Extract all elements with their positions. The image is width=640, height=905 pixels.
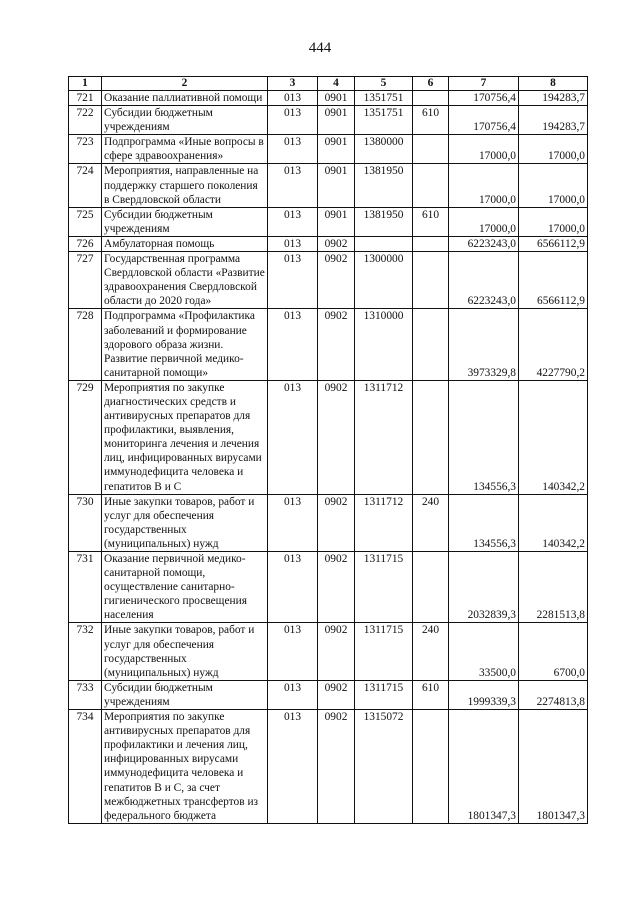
admin-code: 013	[268, 252, 318, 309]
admin-code: 013	[268, 710, 318, 824]
target-article-code: 1315072	[355, 710, 413, 824]
row-number: 729	[69, 380, 102, 494]
section-code: 0902	[318, 309, 355, 380]
row-name: Мероприятия, направленные на поддержку старшего поколения в Свердловской области	[102, 164, 268, 207]
row-number: 734	[69, 710, 102, 824]
column-header: 2	[102, 77, 268, 91]
amount-col-8: 17000,0	[519, 207, 588, 236]
admin-code: 013	[268, 494, 318, 551]
expense-type-code: 610	[413, 680, 449, 709]
column-header: 3	[268, 77, 318, 91]
row-name: Субсидии бюджетным учреждениям	[102, 207, 268, 236]
amount-col-8: 194283,7	[519, 106, 588, 135]
section-code: 0902	[318, 380, 355, 494]
target-article-code: 1300000	[355, 252, 413, 309]
admin-code: 013	[268, 164, 318, 207]
admin-code: 013	[268, 91, 318, 106]
row-name: Субсидии бюджетным учреждениям	[102, 106, 268, 135]
admin-code: 013	[268, 623, 318, 680]
target-article-code: 1311715	[355, 623, 413, 680]
row-number: 731	[69, 552, 102, 623]
section-code: 0902	[318, 710, 355, 824]
amount-col-7: 1801347,3	[449, 710, 519, 824]
table-row	[69, 252, 588, 309]
column-header: 1	[69, 77, 102, 91]
amount-col-8: 140342,2	[519, 380, 588, 494]
column-header: 6	[413, 77, 449, 91]
row-number: 722	[69, 106, 102, 135]
table-row	[69, 207, 588, 236]
amount-col-7: 170756,4	[449, 106, 519, 135]
column-header: 5	[355, 77, 413, 91]
amount-col-8: 194283,7	[519, 91, 588, 106]
amount-col-8: 17000,0	[519, 135, 588, 164]
section-code: 0902	[318, 494, 355, 551]
table-row	[69, 494, 588, 551]
amount-col-8: 140342,2	[519, 494, 588, 551]
table-row	[69, 623, 588, 680]
table-row	[69, 552, 588, 623]
section-code: 0901	[318, 164, 355, 207]
target-article-code: 1311712	[355, 380, 413, 494]
table-row	[69, 680, 588, 709]
expense-type-code	[413, 252, 449, 309]
expense-type-code	[413, 710, 449, 824]
amount-col-8: 6566112,9	[519, 252, 588, 309]
row-name: Оказание паллиативной помощи	[102, 91, 268, 106]
amount-col-7: 2032839,3	[449, 552, 519, 623]
table-row	[69, 236, 588, 251]
admin-code: 013	[268, 552, 318, 623]
target-article-code: 1381950	[355, 207, 413, 236]
section-code: 0902	[318, 236, 355, 251]
expense-type-code	[413, 309, 449, 380]
amount-col-7: 1999339,3	[449, 680, 519, 709]
header-row	[69, 77, 588, 91]
amount-col-7: 3973329,8	[449, 309, 519, 380]
admin-code: 013	[268, 309, 318, 380]
target-article-code: 1311715	[355, 680, 413, 709]
amount-col-7: 6223243,0	[449, 252, 519, 309]
amount-col-8: 1801347,3	[519, 710, 588, 824]
admin-code: 013	[268, 680, 318, 709]
section-code: 0902	[318, 623, 355, 680]
amount-col-8: 4227790,2	[519, 309, 588, 380]
row-name: Иные закупки товаров, работ и услуг для обеспечения государственных (муниципальных) нужд	[102, 623, 268, 680]
table-body	[69, 91, 588, 824]
amount-col-7: 17000,0	[449, 207, 519, 236]
target-article-code	[355, 236, 413, 251]
section-code: 0902	[318, 252, 355, 309]
admin-code: 013	[268, 135, 318, 164]
row-number: 725	[69, 207, 102, 236]
amount-col-8: 6566112,9	[519, 236, 588, 251]
amount-col-7: 134556,3	[449, 494, 519, 551]
amount-col-8: 17000,0	[519, 164, 588, 207]
table-row	[69, 710, 588, 824]
row-name: Подпрограмма «Иные вопросы в сфере здравоохранения»	[102, 135, 268, 164]
amount-col-7: 6223243,0	[449, 236, 519, 251]
section-code: 0901	[318, 106, 355, 135]
target-article-code: 1311712	[355, 494, 413, 551]
target-article-code: 1380000	[355, 135, 413, 164]
table-row	[69, 380, 588, 494]
section-code: 0902	[318, 552, 355, 623]
target-article-code: 1351751	[355, 91, 413, 106]
row-number: 733	[69, 680, 102, 709]
amount-col-7: 170756,4	[449, 91, 519, 106]
target-article-code: 1351751	[355, 106, 413, 135]
expense-type-code	[413, 135, 449, 164]
expense-type-code: 240	[413, 623, 449, 680]
expense-type-code: 610	[413, 106, 449, 135]
expense-type-code: 610	[413, 207, 449, 236]
row-name: Государственная программа Свердловской области «Развитие здравоохранения Свердловской области до 2020 года»	[102, 252, 268, 309]
admin-code: 013	[268, 236, 318, 251]
section-code: 0901	[318, 135, 355, 164]
expense-type-code	[413, 552, 449, 623]
row-number: 724	[69, 164, 102, 207]
row-name: Субсидии бюджетным учреждениям	[102, 680, 268, 709]
target-article-code: 1311715	[355, 552, 413, 623]
target-article-code: 1310000	[355, 309, 413, 380]
row-name: Подпрограмма «Профилактика заболеваний и формирование здорового образа жизни. Развитие первичной медико-санитарной помощи»	[102, 309, 268, 380]
column-header: 7	[449, 77, 519, 91]
row-number: 728	[69, 309, 102, 380]
table-row	[69, 309, 588, 380]
row-name: Иные закупки товаров, работ и услуг для обеспечения государственных (муниципальных) нужд	[102, 494, 268, 551]
section-code: 0901	[318, 91, 355, 106]
expense-type-code	[413, 164, 449, 207]
row-number: 721	[69, 91, 102, 106]
expense-type-code	[413, 91, 449, 106]
row-number: 726	[69, 236, 102, 251]
row-name: Амбулаторная помощь	[102, 236, 268, 251]
table-row	[69, 164, 588, 207]
page-number: 444	[308, 40, 332, 56]
amount-col-8: 2274813,8	[519, 680, 588, 709]
expense-type-code: 240	[413, 494, 449, 551]
column-header: 4	[318, 77, 355, 91]
expense-type-code	[413, 380, 449, 494]
row-name: Оказание первичной медико-санитарной помощи, осуществление санитарно-гигиенического просвещения населения	[102, 552, 268, 623]
admin-code: 013	[268, 207, 318, 236]
admin-code: 013	[268, 106, 318, 135]
table-row	[69, 135, 588, 164]
amount-col-7: 17000,0	[449, 164, 519, 207]
target-article-code: 1381950	[355, 164, 413, 207]
row-name: Мероприятия по закупке диагностических средств и антивирусных препаратов для профилактики, выявления, мониторинга лечения и лечения лиц, инфицированных вирусами иммунодефицита человека и гепатитов В и С	[102, 380, 268, 494]
row-number: 723	[69, 135, 102, 164]
row-name: Мероприятия по закупке антивирусных препаратов для профилактики и лечения лиц, инфицированных вирусами иммунодефицита человека и гепатитов В и С, за счет межбюджетных трансфертов из федерального бюджета	[102, 710, 268, 824]
amount-col-7: 17000,0	[449, 135, 519, 164]
table-row	[69, 106, 588, 135]
table-row	[69, 91, 588, 106]
amount-col-8: 6700,0	[519, 623, 588, 680]
column-header: 8	[519, 77, 588, 91]
expense-type-code	[413, 236, 449, 251]
admin-code: 013	[268, 380, 318, 494]
amount-col-8: 2281513,8	[519, 552, 588, 623]
row-number: 727	[69, 252, 102, 309]
budget-table	[68, 76, 588, 824]
amount-col-7: 134556,3	[449, 380, 519, 494]
row-number: 730	[69, 494, 102, 551]
amount-col-7: 33500,0	[449, 623, 519, 680]
section-code: 0901	[318, 207, 355, 236]
section-code: 0902	[318, 680, 355, 709]
row-number: 732	[69, 623, 102, 680]
